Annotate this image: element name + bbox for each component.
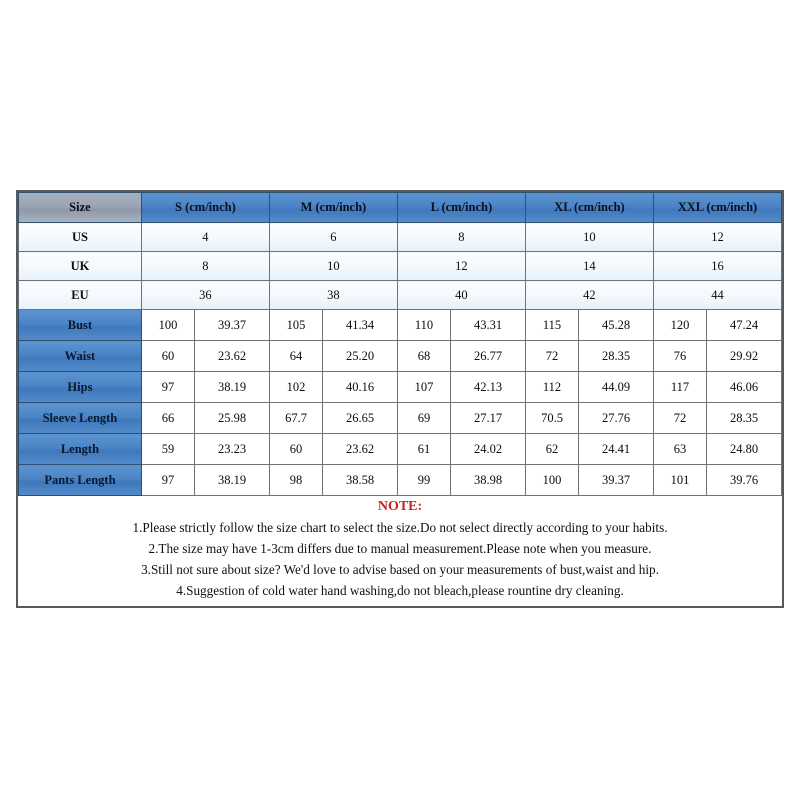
- cell-sleeve-m-in: 26.65: [323, 403, 398, 434]
- cell-waist-s-in: 23.62: [195, 341, 270, 372]
- table-row: [19, 372, 782, 403]
- table-row: [19, 281, 782, 310]
- table-row: [19, 252, 782, 281]
- header-cell-size: Size: [19, 193, 142, 223]
- cell-pants-l-cm: 99: [397, 465, 450, 496]
- row-label-hips: Hips: [19, 372, 142, 403]
- cell-bust-l-in: 43.31: [451, 310, 526, 341]
- cell-us-l: 8: [397, 223, 525, 252]
- cell-sleeve-s-cm: 66: [141, 403, 194, 434]
- cell-hips-xxl-in: 46.06: [707, 372, 782, 403]
- cell-hips-l-cm: 107: [397, 372, 450, 403]
- cell-waist-s-cm: 60: [141, 341, 194, 372]
- cell-length-m-cm: 60: [269, 434, 322, 465]
- cell-uk-l: 12: [397, 252, 525, 281]
- cell-pants-xxl-cm: 101: [653, 465, 706, 496]
- row-label-waist: Waist: [19, 341, 142, 372]
- cell-uk-m: 10: [269, 252, 397, 281]
- cell-pants-xl-in: 39.37: [579, 465, 654, 496]
- cell-pants-xl-cm: 100: [525, 465, 578, 496]
- cell-hips-s-in: 38.19: [195, 372, 270, 403]
- cell-sleeve-l-in: 27.17: [451, 403, 526, 434]
- cell-hips-s-cm: 97: [141, 372, 194, 403]
- cell-sleeve-xl-in: 27.76: [579, 403, 654, 434]
- row-label-us: US: [19, 223, 142, 252]
- cell-waist-l-cm: 68: [397, 341, 450, 372]
- cell-bust-s-in: 39.37: [195, 310, 270, 341]
- cell-bust-xxl-cm: 120: [653, 310, 706, 341]
- cell-bust-xl-cm: 115: [525, 310, 578, 341]
- cell-sleeve-l-cm: 69: [397, 403, 450, 434]
- cell-length-xxl-cm: 63: [653, 434, 706, 465]
- cell-length-xxl-in: 24.80: [707, 434, 782, 465]
- row-label-eu: EU: [19, 281, 142, 310]
- cell-eu-l: 40: [397, 281, 525, 310]
- size-chart-table: [18, 192, 782, 496]
- cell-waist-m-cm: 64: [269, 341, 322, 372]
- note-line-4: 4.Suggestion of cold water hand washing,do not bleach,please rountine dry cleaning.: [176, 583, 624, 598]
- header-cell-xl: XL (cm/inch): [525, 193, 653, 223]
- row-label-uk: UK: [19, 252, 142, 281]
- note-line-1: 1.Please strictly follow the size chart to select the size.Do not select directly according to your habits.: [132, 520, 668, 535]
- cell-pants-m-cm: 98: [269, 465, 322, 496]
- cell-bust-m-cm: 105: [269, 310, 322, 341]
- size-chart-container: [16, 190, 784, 608]
- row-label-pants-length: Pants Length: [19, 465, 142, 496]
- cell-waist-xl-in: 28.35: [579, 341, 654, 372]
- cell-sleeve-xl-cm: 70.5: [525, 403, 578, 434]
- cell-pants-s-cm: 97: [141, 465, 194, 496]
- cell-bust-m-in: 41.34: [323, 310, 398, 341]
- note-title: NOTE:: [377, 499, 423, 514]
- header-cell-m: M (cm/inch): [269, 193, 397, 223]
- cell-waist-xl-cm: 72: [525, 341, 578, 372]
- cell-eu-m: 38: [269, 281, 397, 310]
- cell-bust-s-cm: 100: [141, 310, 194, 341]
- cell-pants-s-in: 38.19: [195, 465, 270, 496]
- cell-pants-xxl-in: 39.76: [707, 465, 782, 496]
- header-cell-l: L (cm/inch): [397, 193, 525, 223]
- note-section: [18, 495, 782, 601]
- cell-us-m: 6: [269, 223, 397, 252]
- cell-eu-xxl: 44: [653, 281, 781, 310]
- header-cell-xxl: XXL (cm/inch): [653, 193, 781, 223]
- cell-eu-s: 36: [141, 281, 269, 310]
- cell-sleeve-m-cm: 67.7: [269, 403, 322, 434]
- cell-waist-m-in: 25.20: [323, 341, 398, 372]
- cell-length-s-cm: 59: [141, 434, 194, 465]
- cell-hips-m-cm: 102: [269, 372, 322, 403]
- note-line-3: 3.Still not sure about size? We'd love to advise based on your measurements of bust,waist and hip.: [141, 562, 659, 577]
- cell-length-l-cm: 61: [397, 434, 450, 465]
- cell-waist-xxl-cm: 76: [653, 341, 706, 372]
- row-label-sleeve-length: Sleeve Length: [19, 403, 142, 434]
- table-row: [19, 310, 782, 341]
- cell-uk-xxl: 16: [653, 252, 781, 281]
- cell-sleeve-xxl-in: 28.35: [707, 403, 782, 434]
- cell-length-s-in: 23.23: [195, 434, 270, 465]
- cell-bust-xxl-in: 47.24: [707, 310, 782, 341]
- cell-sleeve-xxl-cm: 72: [653, 403, 706, 434]
- table-row: [19, 403, 782, 434]
- cell-uk-s: 8: [141, 252, 269, 281]
- cell-hips-xl-in: 44.09: [579, 372, 654, 403]
- header-cell-s: S (cm/inch): [141, 193, 269, 223]
- cell-uk-xl: 14: [525, 252, 653, 281]
- cell-bust-xl-in: 45.28: [579, 310, 654, 341]
- cell-bust-l-cm: 110: [397, 310, 450, 341]
- cell-pants-l-in: 38.98: [451, 465, 526, 496]
- cell-waist-xxl-in: 29.92: [707, 341, 782, 372]
- row-label-length: Length: [19, 434, 142, 465]
- cell-hips-m-in: 40.16: [323, 372, 398, 403]
- cell-hips-xxl-cm: 117: [653, 372, 706, 403]
- table-header-row: [19, 193, 782, 223]
- cell-length-xl-cm: 62: [525, 434, 578, 465]
- note-line-2: 2.The size may have 1-3cm differs due to manual measurement.Please note when you measure.: [148, 541, 652, 556]
- table-row: [19, 434, 782, 465]
- table-row: [19, 465, 782, 496]
- cell-hips-l-in: 42.13: [451, 372, 526, 403]
- cell-length-m-in: 23.62: [323, 434, 398, 465]
- table-row: [19, 223, 782, 252]
- cell-hips-xl-cm: 112: [525, 372, 578, 403]
- table-row: [19, 341, 782, 372]
- cell-us-xl: 10: [525, 223, 653, 252]
- cell-us-s: 4: [141, 223, 269, 252]
- cell-us-xxl: 12: [653, 223, 781, 252]
- cell-length-l-in: 24.02: [451, 434, 526, 465]
- row-label-bust: Bust: [19, 310, 142, 341]
- cell-sleeve-s-in: 25.98: [195, 403, 270, 434]
- cell-length-xl-in: 24.41: [579, 434, 654, 465]
- cell-eu-xl: 42: [525, 281, 653, 310]
- cell-pants-m-in: 38.58: [323, 465, 398, 496]
- cell-waist-l-in: 26.77: [451, 341, 526, 372]
